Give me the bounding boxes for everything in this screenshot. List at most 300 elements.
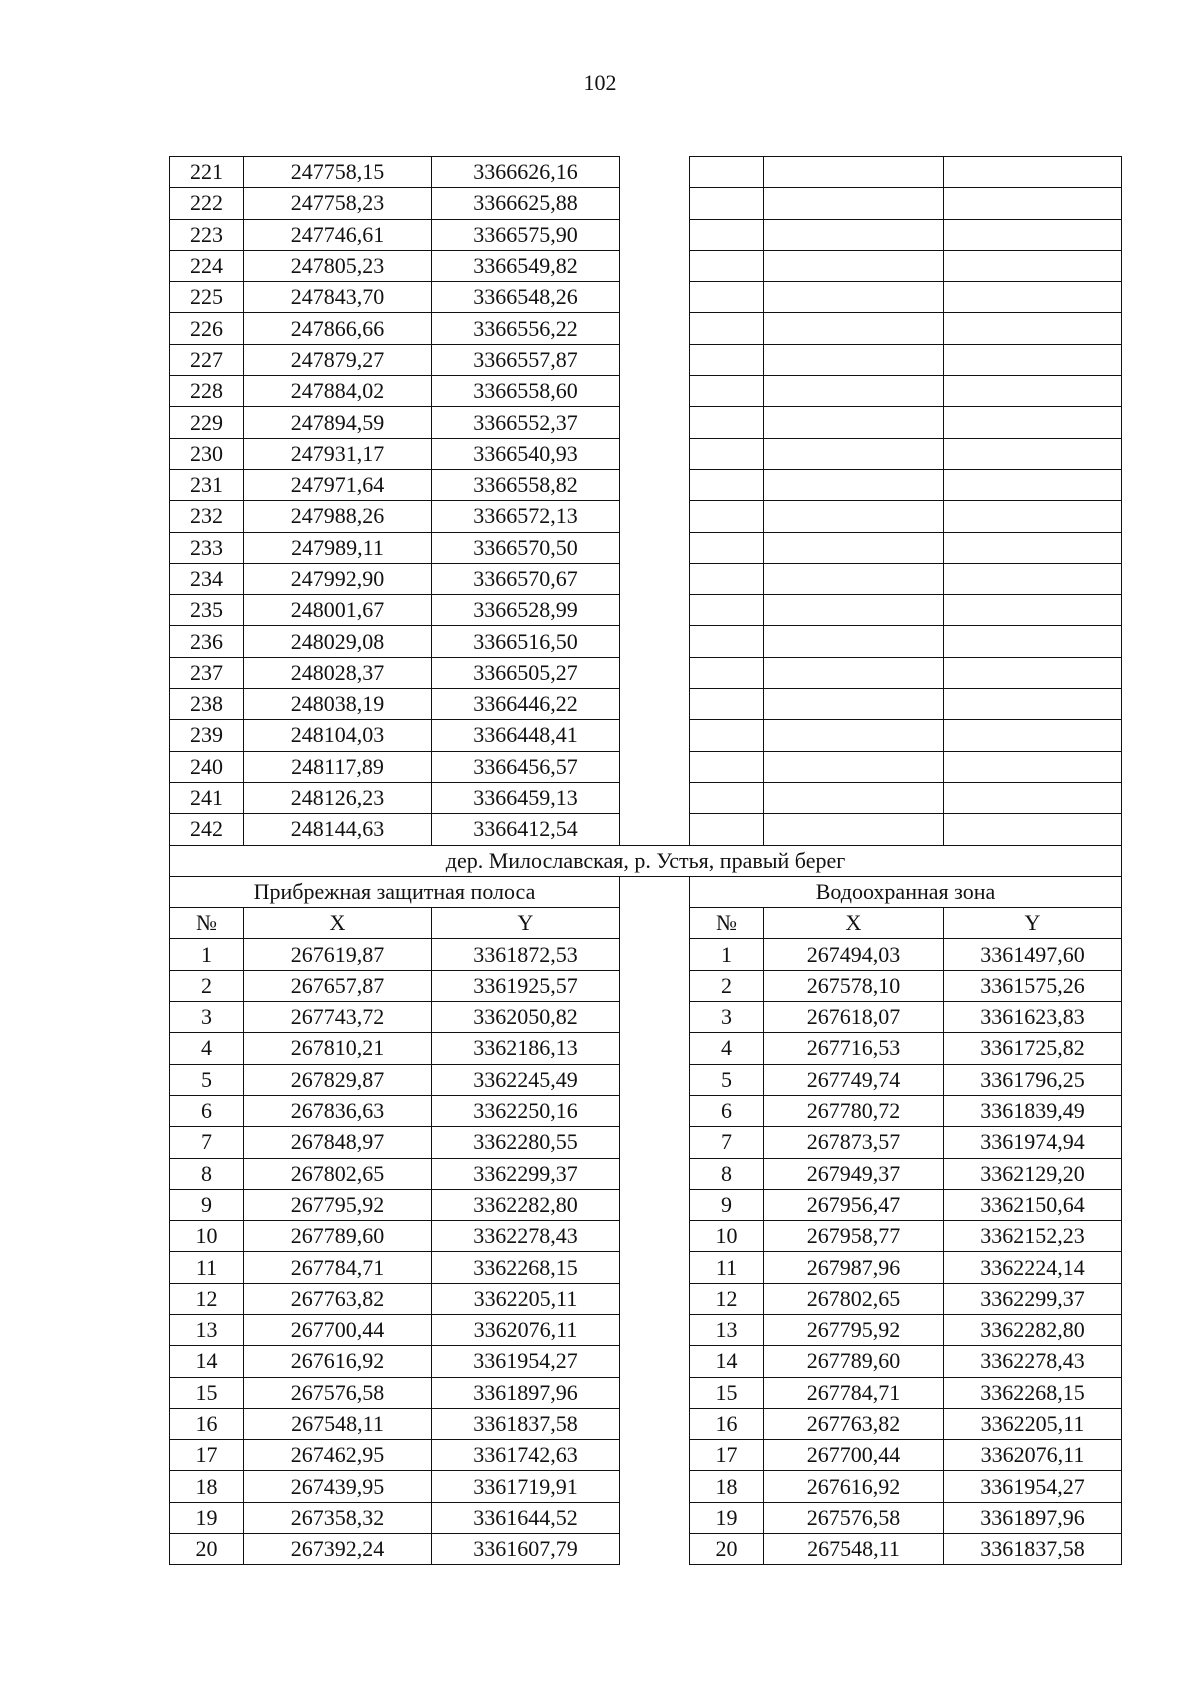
y-coordinate-cell: 3366557,87 [432, 344, 620, 375]
right-y-coordinate-cell: 3362282,80 [944, 1314, 1122, 1345]
left-y-coordinate-cell: 3361925,57 [432, 970, 620, 1001]
y-coordinate-cell: 3366456,57 [432, 751, 620, 782]
empty-cell [764, 689, 944, 720]
point-number-cell: 240 [170, 751, 244, 782]
table-row [170, 1158, 1122, 1189]
table-row [170, 1221, 1122, 1252]
y-coordinate-cell: 3366570,67 [432, 563, 620, 594]
right-header-y: Y [944, 908, 1122, 939]
right-point-number-cell: 12 [690, 1283, 764, 1314]
left-header-y: Y [432, 908, 620, 939]
x-coordinate-cell: 247988,26 [244, 501, 432, 532]
right-point-number-cell: 9 [690, 1189, 764, 1220]
left-x-coordinate-cell: 267743,72 [244, 1002, 432, 1033]
right-x-coordinate-cell: 267576,58 [764, 1502, 944, 1533]
table-row [170, 157, 1122, 188]
x-coordinate-cell: 247884,02 [244, 376, 432, 407]
left-y-coordinate-cell: 3362245,49 [432, 1064, 620, 1095]
table-gap [620, 1502, 690, 1533]
right-y-coordinate-cell: 3361837,58 [944, 1534, 1122, 1565]
empty-cell [764, 782, 944, 813]
point-number-cell: 222 [170, 188, 244, 219]
empty-cell [690, 595, 764, 626]
point-number-cell: 227 [170, 344, 244, 375]
right-y-coordinate-cell: 3361839,49 [944, 1095, 1122, 1126]
empty-cell [944, 595, 1122, 626]
table-gap [620, 1471, 690, 1502]
empty-cell [944, 782, 1122, 813]
right-y-coordinate-cell: 3362268,15 [944, 1377, 1122, 1408]
empty-cell [944, 689, 1122, 720]
x-coordinate-cell: 247989,11 [244, 532, 432, 563]
empty-cell [944, 438, 1122, 469]
right-x-coordinate-cell: 267780,72 [764, 1095, 944, 1126]
table-row [170, 751, 1122, 782]
right-y-coordinate-cell: 3361796,25 [944, 1064, 1122, 1095]
x-coordinate-cell: 248126,23 [244, 782, 432, 813]
table-gap [620, 1033, 690, 1064]
y-coordinate-cell: 3366575,90 [432, 219, 620, 250]
point-number-cell: 235 [170, 595, 244, 626]
right-x-coordinate-cell: 267784,71 [764, 1377, 944, 1408]
point-number-cell: 234 [170, 563, 244, 594]
left-point-number-cell: 4 [170, 1033, 244, 1064]
left-x-coordinate-cell: 267657,87 [244, 970, 432, 1001]
table-gap [620, 250, 690, 281]
table-row [170, 1033, 1122, 1064]
y-coordinate-cell: 3366548,26 [432, 282, 620, 313]
y-coordinate-cell: 3366626,16 [432, 157, 620, 188]
right-x-coordinate-cell: 267618,07 [764, 1002, 944, 1033]
empty-cell [944, 501, 1122, 532]
table-gap [620, 1252, 690, 1283]
empty-cell [690, 313, 764, 344]
x-coordinate-cell: 247758,15 [244, 157, 432, 188]
right-y-coordinate-cell: 3361974,94 [944, 1127, 1122, 1158]
table-row [170, 657, 1122, 688]
empty-cell [944, 532, 1122, 563]
table-row [170, 1252, 1122, 1283]
table-row [170, 1002, 1122, 1033]
table-gap [620, 814, 690, 845]
empty-cell [944, 814, 1122, 845]
point-number-cell: 239 [170, 720, 244, 751]
left-point-number-cell: 17 [170, 1440, 244, 1471]
point-number-cell: 233 [170, 532, 244, 563]
x-coordinate-cell: 248038,19 [244, 689, 432, 720]
right-x-coordinate-cell: 267548,11 [764, 1534, 944, 1565]
x-coordinate-cell: 247805,23 [244, 250, 432, 281]
table-row [170, 1127, 1122, 1158]
right-y-coordinate-cell: 3362150,64 [944, 1189, 1122, 1220]
right-y-coordinate-cell: 3362076,11 [944, 1440, 1122, 1471]
table-gap [620, 595, 690, 626]
left-x-coordinate-cell: 267358,32 [244, 1502, 432, 1533]
table-row [170, 376, 1122, 407]
table-row [170, 563, 1122, 594]
right-x-coordinate-cell: 267949,37 [764, 1158, 944, 1189]
table-row [170, 970, 1122, 1001]
table-gap [620, 1377, 690, 1408]
x-coordinate-cell: 247866,66 [244, 313, 432, 344]
empty-cell [944, 344, 1122, 375]
table-gap [620, 1158, 690, 1189]
left-header-x: X [244, 908, 432, 939]
left-x-coordinate-cell: 267795,92 [244, 1189, 432, 1220]
section-title-row [170, 845, 1122, 876]
right-x-coordinate-cell: 267494,03 [764, 939, 944, 970]
empty-cell [944, 282, 1122, 313]
left-point-number-cell: 10 [170, 1221, 244, 1252]
table-gap [620, 532, 690, 563]
table-gap [620, 501, 690, 532]
table-row [170, 1502, 1122, 1533]
table-row [170, 1283, 1122, 1314]
right-y-coordinate-cell: 3361897,96 [944, 1502, 1122, 1533]
left-point-number-cell: 20 [170, 1534, 244, 1565]
right-point-number-cell: 7 [690, 1127, 764, 1158]
empty-cell [944, 250, 1122, 281]
left-point-number-cell: 1 [170, 939, 244, 970]
left-x-coordinate-cell: 267763,82 [244, 1283, 432, 1314]
empty-cell [690, 782, 764, 813]
empty-cell [764, 376, 944, 407]
empty-cell [690, 563, 764, 594]
y-coordinate-cell: 3366570,50 [432, 532, 620, 563]
table-gap [620, 689, 690, 720]
empty-cell [690, 376, 764, 407]
table-gap [620, 376, 690, 407]
table-gap [620, 1534, 690, 1565]
empty-cell [764, 595, 944, 626]
column-headers-row [170, 908, 1122, 939]
left-x-coordinate-cell: 267392,24 [244, 1534, 432, 1565]
left-y-coordinate-cell: 3362050,82 [432, 1002, 620, 1033]
right-x-coordinate-cell: 267700,44 [764, 1440, 944, 1471]
empty-cell [690, 814, 764, 845]
right-header-number: № [690, 908, 764, 939]
x-coordinate-cell: 247992,90 [244, 563, 432, 594]
left-point-number-cell: 19 [170, 1502, 244, 1533]
left-point-number-cell: 7 [170, 1127, 244, 1158]
x-coordinate-cell: 247879,27 [244, 344, 432, 375]
point-number-cell: 224 [170, 250, 244, 281]
right-y-coordinate-cell: 3362224,14 [944, 1252, 1122, 1283]
x-coordinate-cell: 248028,37 [244, 657, 432, 688]
right-x-coordinate-cell: 267716,53 [764, 1033, 944, 1064]
table-row [170, 720, 1122, 751]
empty-cell [764, 532, 944, 563]
right-point-number-cell: 6 [690, 1095, 764, 1126]
y-coordinate-cell: 3366625,88 [432, 188, 620, 219]
empty-cell [764, 157, 944, 188]
empty-cell [690, 438, 764, 469]
left-y-coordinate-cell: 3362268,15 [432, 1252, 620, 1283]
x-coordinate-cell: 248029,08 [244, 626, 432, 657]
left-x-coordinate-cell: 267784,71 [244, 1252, 432, 1283]
right-point-number-cell: 4 [690, 1033, 764, 1064]
x-coordinate-cell: 248144,63 [244, 814, 432, 845]
x-coordinate-cell: 247758,23 [244, 188, 432, 219]
point-number-cell: 223 [170, 219, 244, 250]
y-coordinate-cell: 3366446,22 [432, 689, 620, 720]
empty-cell [690, 157, 764, 188]
left-point-number-cell: 11 [170, 1252, 244, 1283]
table-gap [620, 282, 690, 313]
table-gap [620, 344, 690, 375]
table-gap [620, 626, 690, 657]
table-row [170, 438, 1122, 469]
point-number-cell: 228 [170, 376, 244, 407]
table-row [170, 344, 1122, 375]
table-gap [620, 407, 690, 438]
table-gap [620, 1440, 690, 1471]
empty-cell [764, 563, 944, 594]
right-point-number-cell: 10 [690, 1221, 764, 1252]
table-gap [620, 438, 690, 469]
table-row [170, 1377, 1122, 1408]
empty-cell [690, 188, 764, 219]
page-number: 102 [583, 70, 617, 95]
table-row [170, 1064, 1122, 1095]
table-gap [620, 1002, 690, 1033]
left-x-coordinate-cell: 267548,11 [244, 1408, 432, 1439]
right-x-coordinate-cell: 267763,82 [764, 1408, 944, 1439]
empty-cell [764, 188, 944, 219]
empty-cell [944, 626, 1122, 657]
left-y-coordinate-cell: 3362282,80 [432, 1189, 620, 1220]
x-coordinate-cell: 248117,89 [244, 751, 432, 782]
left-y-coordinate-cell: 3362076,11 [432, 1314, 620, 1345]
right-point-number-cell: 5 [690, 1064, 764, 1095]
point-number-cell: 231 [170, 469, 244, 500]
empty-cell [944, 407, 1122, 438]
table-row [170, 1440, 1122, 1471]
left-x-coordinate-cell: 267836,63 [244, 1095, 432, 1126]
empty-cell [690, 282, 764, 313]
table-gap [620, 1283, 690, 1314]
left-point-number-cell: 14 [170, 1346, 244, 1377]
empty-cell [690, 626, 764, 657]
lower-section [170, 939, 1122, 1565]
left-x-coordinate-cell: 267619,87 [244, 939, 432, 970]
right-x-coordinate-cell: 267578,10 [764, 970, 944, 1001]
right-x-coordinate-cell: 267987,96 [764, 1252, 944, 1283]
table-row [170, 1189, 1122, 1220]
empty-cell [764, 219, 944, 250]
x-coordinate-cell: 248104,03 [244, 720, 432, 751]
left-y-coordinate-cell: 3362278,43 [432, 1221, 620, 1252]
table-gap [620, 1221, 690, 1252]
table-row [170, 814, 1122, 845]
y-coordinate-cell: 3366459,13 [432, 782, 620, 813]
right-y-coordinate-cell: 3361497,60 [944, 939, 1122, 970]
left-y-coordinate-cell: 3361897,96 [432, 1377, 620, 1408]
right-point-number-cell: 19 [690, 1502, 764, 1533]
right-table-title: Водоохранная зона [690, 876, 1122, 907]
right-x-coordinate-cell: 267616,92 [764, 1471, 944, 1502]
empty-cell [690, 344, 764, 375]
table-row [170, 532, 1122, 563]
empty-cell [944, 657, 1122, 688]
left-y-coordinate-cell: 3361719,91 [432, 1471, 620, 1502]
left-x-coordinate-cell: 267700,44 [244, 1314, 432, 1345]
table-row [170, 1471, 1122, 1502]
left-point-number-cell: 13 [170, 1314, 244, 1345]
left-point-number-cell: 9 [170, 1189, 244, 1220]
table-row [170, 1408, 1122, 1439]
point-number-cell: 221 [170, 157, 244, 188]
y-coordinate-cell: 3366556,22 [432, 313, 620, 344]
right-point-number-cell: 14 [690, 1346, 764, 1377]
right-point-number-cell: 15 [690, 1377, 764, 1408]
left-y-coordinate-cell: 3361607,79 [432, 1534, 620, 1565]
left-y-coordinate-cell: 3361837,58 [432, 1408, 620, 1439]
y-coordinate-cell: 3366516,50 [432, 626, 620, 657]
table-gap [620, 720, 690, 751]
left-point-number-cell: 8 [170, 1158, 244, 1189]
left-y-coordinate-cell: 3362205,11 [432, 1283, 620, 1314]
left-x-coordinate-cell: 267439,95 [244, 1471, 432, 1502]
left-point-number-cell: 12 [170, 1283, 244, 1314]
y-coordinate-cell: 3366505,27 [432, 657, 620, 688]
table-row [170, 219, 1122, 250]
y-coordinate-cell: 3366558,82 [432, 469, 620, 500]
table-gap [620, 563, 690, 594]
table-row [170, 313, 1122, 344]
left-x-coordinate-cell: 267576,58 [244, 1377, 432, 1408]
left-point-number-cell: 3 [170, 1002, 244, 1033]
empty-cell [690, 219, 764, 250]
right-x-coordinate-cell: 267789,60 [764, 1346, 944, 1377]
table-gap [620, 939, 690, 970]
empty-cell [764, 250, 944, 281]
left-x-coordinate-cell: 267802,65 [244, 1158, 432, 1189]
y-coordinate-cell: 3366549,82 [432, 250, 620, 281]
right-point-number-cell: 11 [690, 1252, 764, 1283]
left-y-coordinate-cell: 3361954,27 [432, 1346, 620, 1377]
point-number-cell: 242 [170, 814, 244, 845]
empty-cell [690, 469, 764, 500]
empty-cell [764, 438, 944, 469]
empty-cell [764, 469, 944, 500]
point-number-cell: 225 [170, 282, 244, 313]
right-x-coordinate-cell: 267956,47 [764, 1189, 944, 1220]
right-point-number-cell: 2 [690, 970, 764, 1001]
empty-cell [944, 157, 1122, 188]
table-titles-row [170, 876, 1122, 907]
left-y-coordinate-cell: 3361872,53 [432, 939, 620, 970]
table-gap [620, 313, 690, 344]
right-y-coordinate-cell: 3362205,11 [944, 1408, 1122, 1439]
table-row [170, 1314, 1122, 1345]
empty-cell [944, 469, 1122, 500]
left-y-coordinate-cell: 3361742,63 [432, 1440, 620, 1471]
right-point-number-cell: 1 [690, 939, 764, 970]
point-number-cell: 241 [170, 782, 244, 813]
table-row [170, 250, 1122, 281]
empty-cell [944, 188, 1122, 219]
x-coordinate-cell: 247931,17 [244, 438, 432, 469]
empty-cell [764, 720, 944, 751]
point-number-cell: 237 [170, 657, 244, 688]
right-y-coordinate-cell: 3362299,37 [944, 1283, 1122, 1314]
empty-cell [944, 751, 1122, 782]
table-gap [620, 219, 690, 250]
left-x-coordinate-cell: 267789,60 [244, 1221, 432, 1252]
empty-cell [944, 720, 1122, 751]
x-coordinate-cell: 247894,59 [244, 407, 432, 438]
y-coordinate-cell: 3366552,37 [432, 407, 620, 438]
point-number-cell: 238 [170, 689, 244, 720]
right-point-number-cell: 3 [690, 1002, 764, 1033]
x-coordinate-cell: 247971,64 [244, 469, 432, 500]
right-point-number-cell: 16 [690, 1408, 764, 1439]
right-y-coordinate-cell: 3361954,27 [944, 1471, 1122, 1502]
empty-cell [764, 814, 944, 845]
table-gap [620, 157, 690, 188]
empty-cell [690, 689, 764, 720]
left-point-number-cell: 18 [170, 1471, 244, 1502]
table-gap [620, 657, 690, 688]
left-x-coordinate-cell: 267829,87 [244, 1064, 432, 1095]
table-gap [620, 1408, 690, 1439]
left-y-coordinate-cell: 3362250,16 [432, 1095, 620, 1126]
right-point-number-cell: 13 [690, 1314, 764, 1345]
left-point-number-cell: 15 [170, 1377, 244, 1408]
left-point-number-cell: 6 [170, 1095, 244, 1126]
empty-cell [764, 501, 944, 532]
left-x-coordinate-cell: 267462,95 [244, 1440, 432, 1471]
empty-cell [764, 313, 944, 344]
table-row [170, 407, 1122, 438]
empty-cell [690, 532, 764, 563]
y-coordinate-cell: 3366572,13 [432, 501, 620, 532]
right-point-number-cell: 18 [690, 1471, 764, 1502]
table-gap [620, 188, 690, 219]
right-y-coordinate-cell: 3361575,26 [944, 970, 1122, 1001]
empty-cell [690, 501, 764, 532]
table-gap [620, 751, 690, 782]
table-gap [620, 908, 690, 939]
table-gap [620, 1314, 690, 1345]
empty-cell [690, 657, 764, 688]
empty-cell [944, 376, 1122, 407]
empty-cell [690, 751, 764, 782]
right-x-coordinate-cell: 267958,77 [764, 1221, 944, 1252]
empty-cell [944, 563, 1122, 594]
table-gap [620, 876, 690, 907]
point-number-cell: 229 [170, 407, 244, 438]
right-x-coordinate-cell: 267873,57 [764, 1127, 944, 1158]
y-coordinate-cell: 3366558,60 [432, 376, 620, 407]
empty-cell [764, 751, 944, 782]
right-point-number-cell: 20 [690, 1534, 764, 1565]
empty-cell [764, 407, 944, 438]
point-number-cell: 236 [170, 626, 244, 657]
left-y-coordinate-cell: 3362299,37 [432, 1158, 620, 1189]
table-gap [620, 1127, 690, 1158]
table-gap [620, 1095, 690, 1126]
table-row [170, 1095, 1122, 1126]
coordinates-table [169, 156, 1122, 1565]
right-y-coordinate-cell: 3361623,83 [944, 1002, 1122, 1033]
point-number-cell: 226 [170, 313, 244, 344]
table-row [170, 501, 1122, 532]
left-y-coordinate-cell: 3362186,13 [432, 1033, 620, 1064]
table-row [170, 689, 1122, 720]
empty-cell [764, 282, 944, 313]
